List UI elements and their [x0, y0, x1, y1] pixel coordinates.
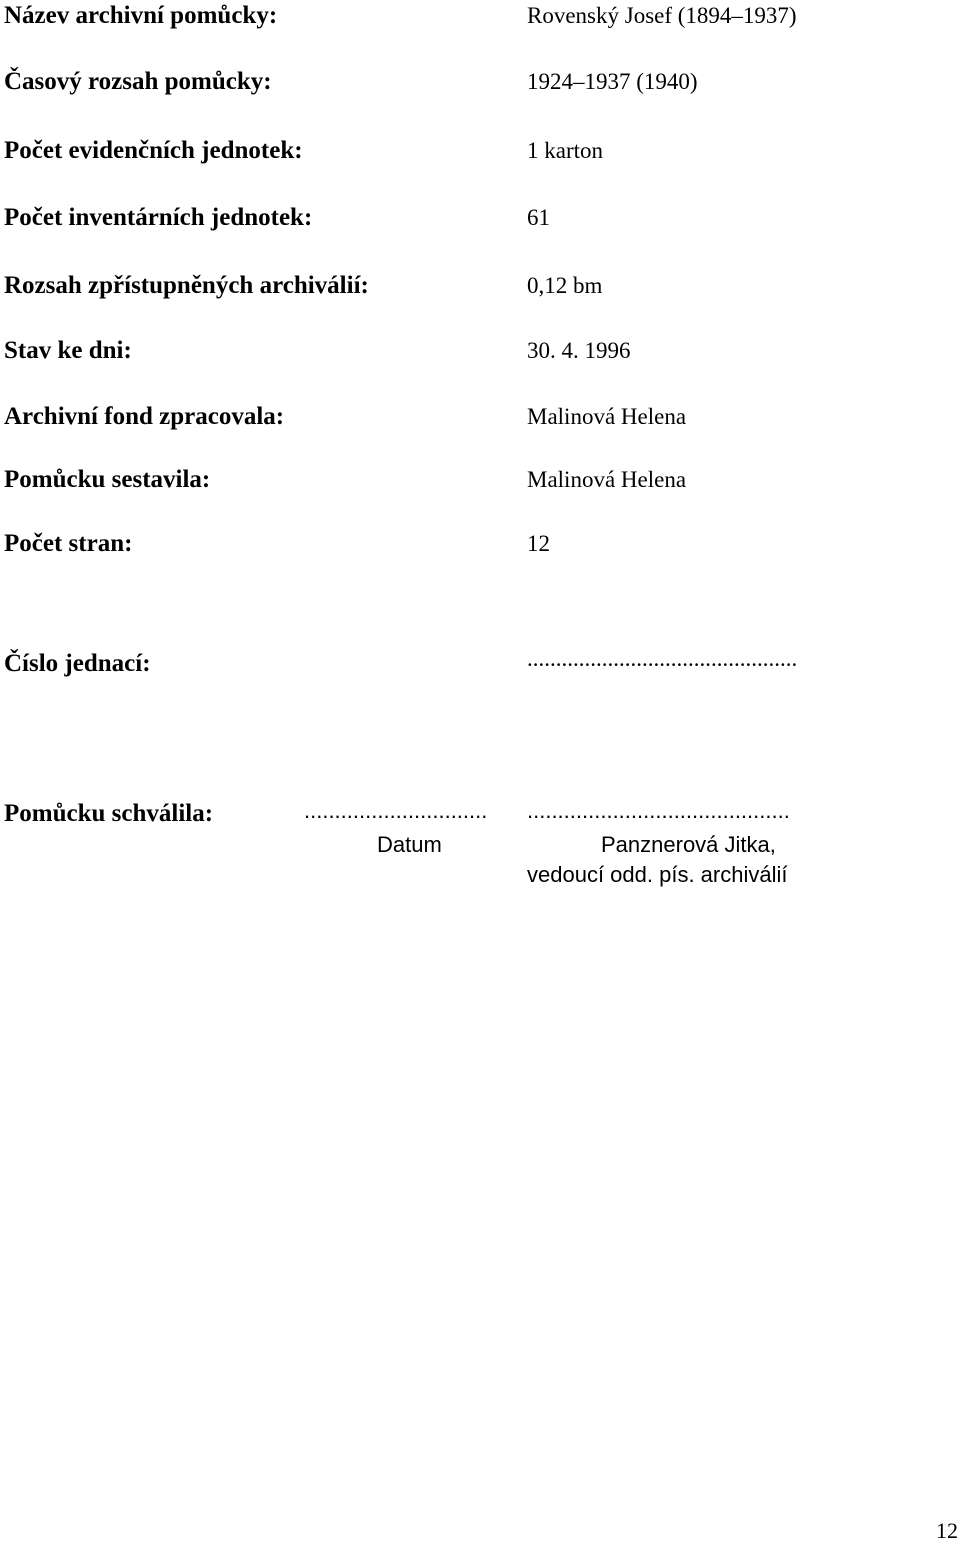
- field-row-inventory-units: [0, 202, 960, 242]
- field-row-page-count: [0, 528, 960, 568]
- approval-label: Pomůcku schválila:: [4, 800, 214, 827]
- approval-date-caption: Datum: [377, 832, 442, 857]
- ref-number-row: [0, 648, 960, 688]
- field-row-processed-by: [0, 401, 960, 441]
- approval-signer-role: vedoucí odd. pís. archiválií: [527, 862, 788, 887]
- field-label: Rozsah zpřístupněných archiválií:: [4, 272, 369, 299]
- field-row-evidence-units: [0, 135, 960, 175]
- approval-signature-dots: ...........................................: [527, 798, 790, 823]
- field-label: Počet stran:: [4, 530, 133, 557]
- ref-number-dots: ...............................................: [527, 646, 798, 671]
- field-value: 12: [527, 531, 550, 556]
- field-label: Časový rozsah pomůcky:: [4, 68, 272, 95]
- field-row-extent: [0, 270, 960, 310]
- field-row-time-range: [0, 66, 960, 106]
- field-value: 1 karton: [527, 138, 604, 163]
- field-value: Rovenský Josef (1894–1937): [527, 3, 797, 28]
- field-label: Archivní fond zpracovala:: [4, 403, 285, 430]
- ref-number-label: Číslo jednací:: [4, 650, 151, 677]
- field-value: 0,12 bm: [527, 273, 603, 298]
- field-value: 30. 4. 1996: [527, 338, 631, 363]
- field-value: Malinová Helena: [527, 404, 687, 429]
- approval-date-dots: ..............................: [304, 798, 488, 823]
- field-row-status-date: [0, 335, 960, 375]
- field-label: Název archivní pomůcky:: [4, 2, 278, 29]
- approval-block: [0, 798, 960, 898]
- field-label: Počet evidenčních jednotek:: [4, 137, 303, 164]
- field-value: Malinová Helena: [527, 467, 687, 492]
- field-label: Pomůcku sestavila:: [4, 466, 211, 493]
- field-label: Stav ke dni:: [4, 337, 132, 364]
- page-number: 12: [936, 1518, 958, 1543]
- field-row-compiled-by: [0, 464, 960, 504]
- field-row-title: [0, 0, 960, 40]
- field-value: 61: [527, 205, 550, 230]
- field-label: Počet inventárních jednotek:: [4, 204, 313, 231]
- approval-signer-name: Panznerová Jitka,: [601, 832, 776, 857]
- field-value: 1924–1937 (1940): [527, 69, 698, 94]
